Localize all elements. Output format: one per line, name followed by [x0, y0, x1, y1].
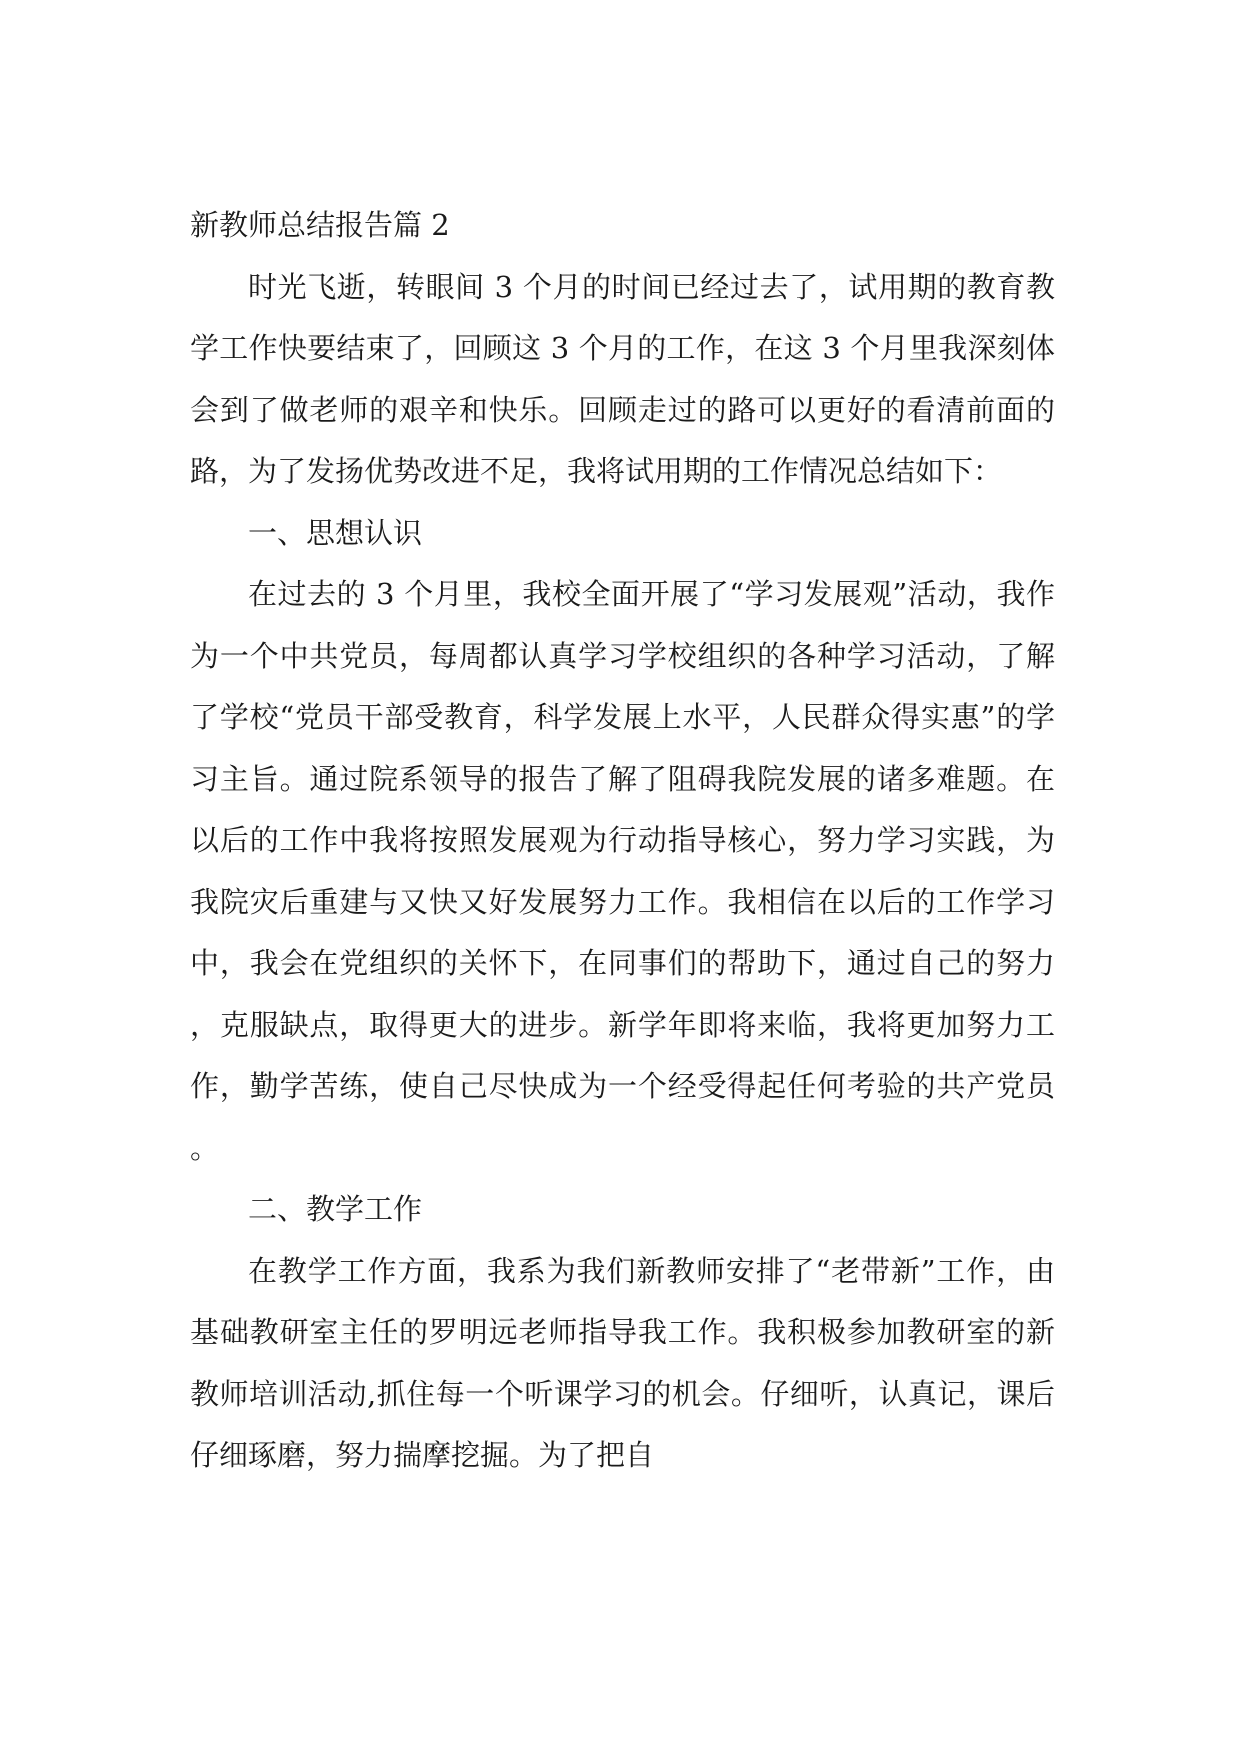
paragraph-teaching: 在教学工作方面，我系为我们新教师安排了“老带新”工作，由基础教研室主任的罗明远老师指导我工作。我积极参加教研室的新教师培训活动,抓住每一个听课学习的机会。仔细听，认真记，课后仔细琢磨，努力揣摩挖掘。为了把自	[190, 1253, 1055, 1472]
paragraph-thought: 在过去的 3 个月里，我校全面开展了“学习发展观”活动，我作为一个中共党员，每周都认真学习学校组织的各种学习活动，了解了学校“党员干部受教育，科学发展上水平，人民群众得实惠”的学习主旨。通过院系领导的报告了解了阻碍我院发展的诸多难题。在以后的工作中我将按照发展观为行动指导核心，努力学习实践，为我院灾后重建与又快又好发展努力工作。我相信在以后的工作学习中，我会在党组织的关怀下，在同事们的帮助下，通过自己的努力，克服缺点，取得更大的进步。新学年即将来临，我将更加努力工作，勤学苦练，使自己尽快成为一个经受得起任何考验的共产党员。	[190, 577, 1055, 1165]
section-heading-thought: 一、思想认识	[248, 515, 423, 550]
section-heading-teaching: 二、教学工作	[248, 1192, 423, 1226]
document-page	[190, 195, 1055, 1487]
document-title: 新教师总结报告篇 2	[190, 208, 450, 242]
paragraph-intro: 时光飞逝，转眼间 3 个月的时间已经过去了，试用期的教育教学工作快要结束了，回顾这 3 个月的工作，在这 3 个月里我深刻体会到了做老师的艰辛和快乐。回顾走过的路可以更好的看清前面的路，为了发扬优势改进不足，我将试用期的工作情况总结如下：	[190, 269, 1055, 488]
